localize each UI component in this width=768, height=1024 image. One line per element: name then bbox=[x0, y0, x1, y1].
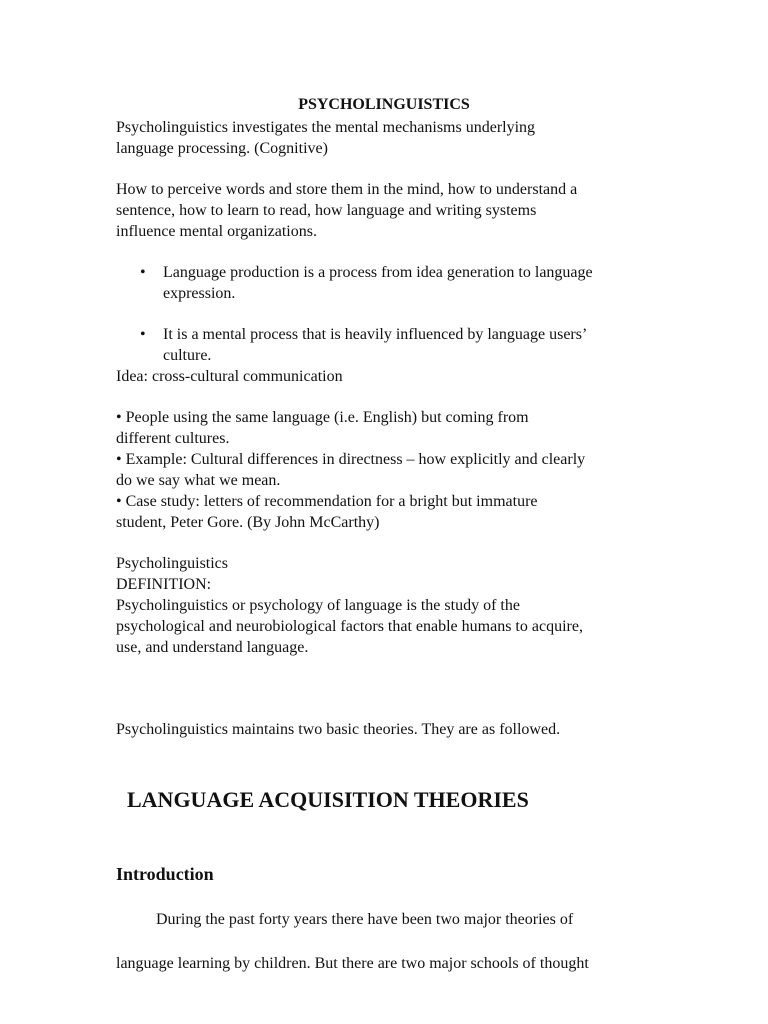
body-line-1: During the past forty years there have been two major theories of bbox=[156, 911, 574, 928]
subheading: Introduction bbox=[116, 864, 214, 884]
definition-line-3: Psycholinguistics or psychology of language is the study of the bbox=[116, 597, 520, 614]
idea-bullet-line-3: • Example: Cultural differences in directness – how explicitly and clearly bbox=[116, 451, 586, 468]
idea-bullet-line-4: do we say what we mean. bbox=[116, 472, 281, 489]
bullet-1-marker: • bbox=[140, 264, 146, 281]
theories-line: Psycholinguistics maintains two basic theories. They are as followed. bbox=[116, 721, 561, 738]
definition-line-5: use, and understand language. bbox=[116, 639, 309, 656]
page-title: PSYCHOLINGUISTICS bbox=[298, 96, 470, 113]
how-line-1: How to perceive words and store them in the mind, how to understand a bbox=[116, 181, 578, 198]
intro-line-2: language processing. (Cognitive) bbox=[116, 140, 328, 157]
section-heading: LANGUAGE ACQUISITION THEORIES bbox=[127, 787, 529, 812]
idea-bullet-line-1: • People using the same language (i.e. English) but coming from bbox=[116, 409, 529, 426]
bullet-1-line-1: Language production is a process from idea generation to language bbox=[163, 264, 593, 281]
bullet-2-line-1: It is a mental process that is heavily influenced by language users’ bbox=[163, 326, 588, 343]
idea-line: Idea: cross-cultural communication bbox=[116, 368, 343, 385]
definition-line-2: DEFINITION: bbox=[116, 576, 212, 593]
idea-bullet-line-6: student, Peter Gore. (By John McCarthy) bbox=[116, 514, 380, 531]
bullet-2-line-2: culture. bbox=[163, 347, 212, 364]
intro-line-1: Psycholinguistics investigates the mental mechanisms underlying bbox=[116, 119, 536, 136]
how-line-2: sentence, how to learn to read, how language and writing systems bbox=[116, 202, 537, 219]
how-line-3: influence mental organizations. bbox=[116, 223, 317, 240]
idea-bullet-line-5: • Case study: letters of recommendation for a bright but immature bbox=[116, 493, 538, 510]
idea-bullet-line-2: different cultures. bbox=[116, 430, 230, 447]
definition-line-4: psychological and neurobiological factors that enable humans to acquire, bbox=[116, 618, 583, 635]
bullet-2-marker: • bbox=[140, 326, 146, 343]
definition-line-1: Psycholinguistics bbox=[116, 555, 229, 572]
bullet-1-line-2: expression. bbox=[163, 285, 236, 302]
body-line-2: language learning by children. But there are two major schools of thought bbox=[116, 955, 589, 972]
